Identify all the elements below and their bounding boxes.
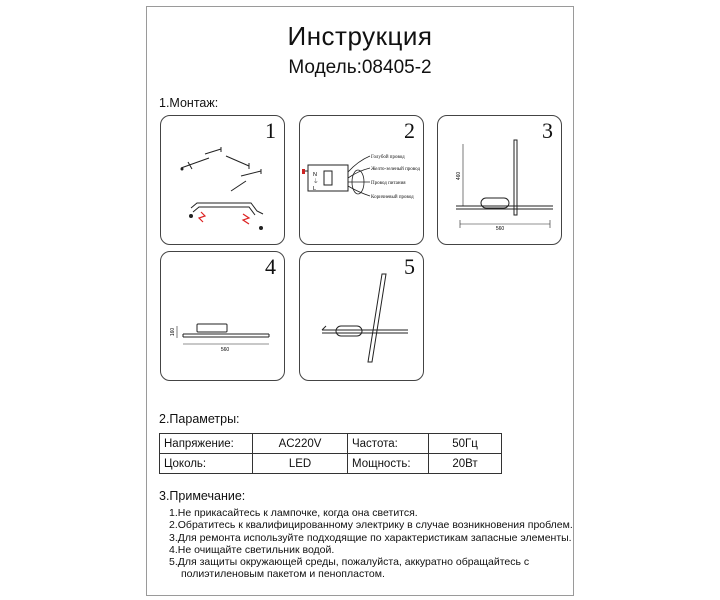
terminal-label: ⏚ <box>313 179 319 185</box>
table-row <box>160 434 502 454</box>
width-dimension-label: 560 <box>220 347 230 353</box>
notes-list <box>169 507 573 581</box>
height-dimension-label: 460 <box>456 171 462 181</box>
wire-label: Провод питания <box>371 181 406 186</box>
mounting-panel-1 <box>160 115 285 245</box>
panel-number: 5 <box>404 254 415 279</box>
wire-label: Коричневый провод <box>371 195 414 200</box>
param-label: Мощность: <box>348 454 429 474</box>
panel-number: 1 <box>265 118 276 143</box>
panel-number: 4 <box>265 254 276 279</box>
mounting-panel-4 <box>160 251 285 381</box>
param-value: AC220V <box>253 434 348 454</box>
dimensions-front-diagram <box>438 116 561 244</box>
model-number: Модель:08405-2 <box>288 57 432 78</box>
section-heading-mounting: 1.Монтаж: <box>159 96 219 110</box>
mounting-panel-5 <box>299 251 424 381</box>
param-value: LED <box>253 454 348 474</box>
height-dimension-label: 160 <box>170 327 176 337</box>
section-heading-parameters: 2.Параметры: <box>159 412 240 426</box>
parameters-table <box>159 433 502 474</box>
note-item: 4.Не очищайте светильник водой. <box>169 543 335 556</box>
param-value: 50Гц <box>429 434 502 454</box>
mounting-panel-3 <box>437 115 562 245</box>
section-heading-notes: 3.Примечание: <box>159 489 246 503</box>
param-value: 20Вт <box>429 454 502 474</box>
param-label: Частота: <box>348 434 429 454</box>
note-item-continuation: полиэтиленовым пакетом и пенопластом. <box>181 568 385 581</box>
table-row <box>160 454 502 474</box>
panel-number: 3 <box>542 118 553 143</box>
terminal-label: N <box>313 172 317 178</box>
mounting-panel-2 <box>299 115 424 245</box>
wire-label: Желто-зеленый провод <box>371 167 420 172</box>
note-item: 1.Не прикасайтесь к лампочке, когда она светится. <box>169 507 418 519</box>
terminal-label: L <box>313 186 317 192</box>
param-label: Цоколь: <box>160 454 253 474</box>
param-label: Напряжение: <box>160 434 253 454</box>
wiring-diagram <box>300 116 423 244</box>
page-title: Инструкция <box>287 21 433 51</box>
note-item: 2.Обратитесь к квалифицированному электрику в случае возникновения проблем. <box>169 519 573 532</box>
note-item: 5.Для защиты окружающей среды, пожалуйста, аккуратно обращайтесь с <box>169 556 530 569</box>
note-item: 3.Для ремонта используйте подходящие по характеристикам запасные элементы. <box>169 531 572 544</box>
width-dimension-label: 560 <box>495 226 505 232</box>
dimensions-side-diagram <box>161 252 284 380</box>
instruction-sheet <box>146 6 574 596</box>
panel-number: 2 <box>404 118 415 143</box>
installed-lamp-diagram <box>300 252 423 380</box>
wire-label: Голубой провод <box>371 155 405 160</box>
wall-plugs-screws-diagram <box>161 116 284 244</box>
